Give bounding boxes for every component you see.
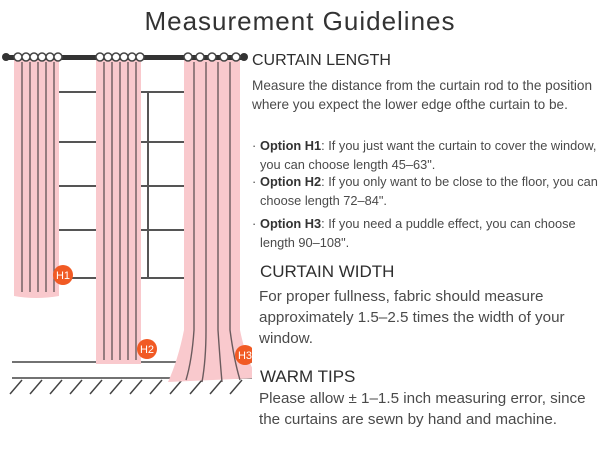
bullet-icon: · — [252, 174, 257, 189]
option-h1-label: Option H1 — [260, 138, 322, 153]
marker-h1 — [53, 265, 73, 285]
bullet-icon: · — [252, 138, 257, 153]
option-h3 — [252, 214, 600, 252]
curtain-length-title: CURTAIN LENGTH — [252, 52, 391, 69]
option-h1-text: : If you just want the curtain to cover the window, you can choose length 45–63". — [260, 138, 597, 172]
curtain-width-title: CURTAIN WIDTH — [260, 262, 395, 281]
option-h2 — [252, 172, 600, 210]
warm-tips-title: WARM TIPS — [260, 367, 356, 386]
option-h3-text: : If you need a puddle effect, you can choose length 90–108". — [260, 216, 576, 250]
curtain-h3 — [168, 56, 252, 382]
option-h1 — [252, 136, 600, 174]
curtain-illustration — [0, 0, 252, 450]
option-h2-text: : If you only want to be close to the floor, you can choose length 72–84". — [260, 174, 598, 208]
bullet-icon: · — [252, 216, 257, 231]
option-h3-label: Option H3 — [260, 216, 322, 231]
curtain-h1 — [14, 56, 59, 298]
marker-h1-label: H1 — [55, 270, 71, 282]
option-h2-label: Option H2 — [260, 174, 322, 189]
curtain-length-body: Measure the distance from the curtain rod to the position where you expect the lower edge ofthe curtain to be. — [252, 78, 593, 112]
marker-h3-label: H3 — [237, 350, 252, 362]
marker-h2 — [137, 339, 157, 359]
page-title: Measurement Guidelines — [144, 6, 456, 36]
marker-h2-label: H2 — [139, 344, 155, 356]
curtain-rod — [2, 53, 248, 61]
warm-tips-body: Please allow ± 1–1.5 inch measuring error, since the curtains are sewn by hand and machine. — [259, 390, 586, 428]
curtain-h2 — [96, 56, 141, 364]
curtain-width-body: For proper fullness, fabric should measure approximately 1.5–2.5 times the width of your window. — [259, 288, 565, 347]
